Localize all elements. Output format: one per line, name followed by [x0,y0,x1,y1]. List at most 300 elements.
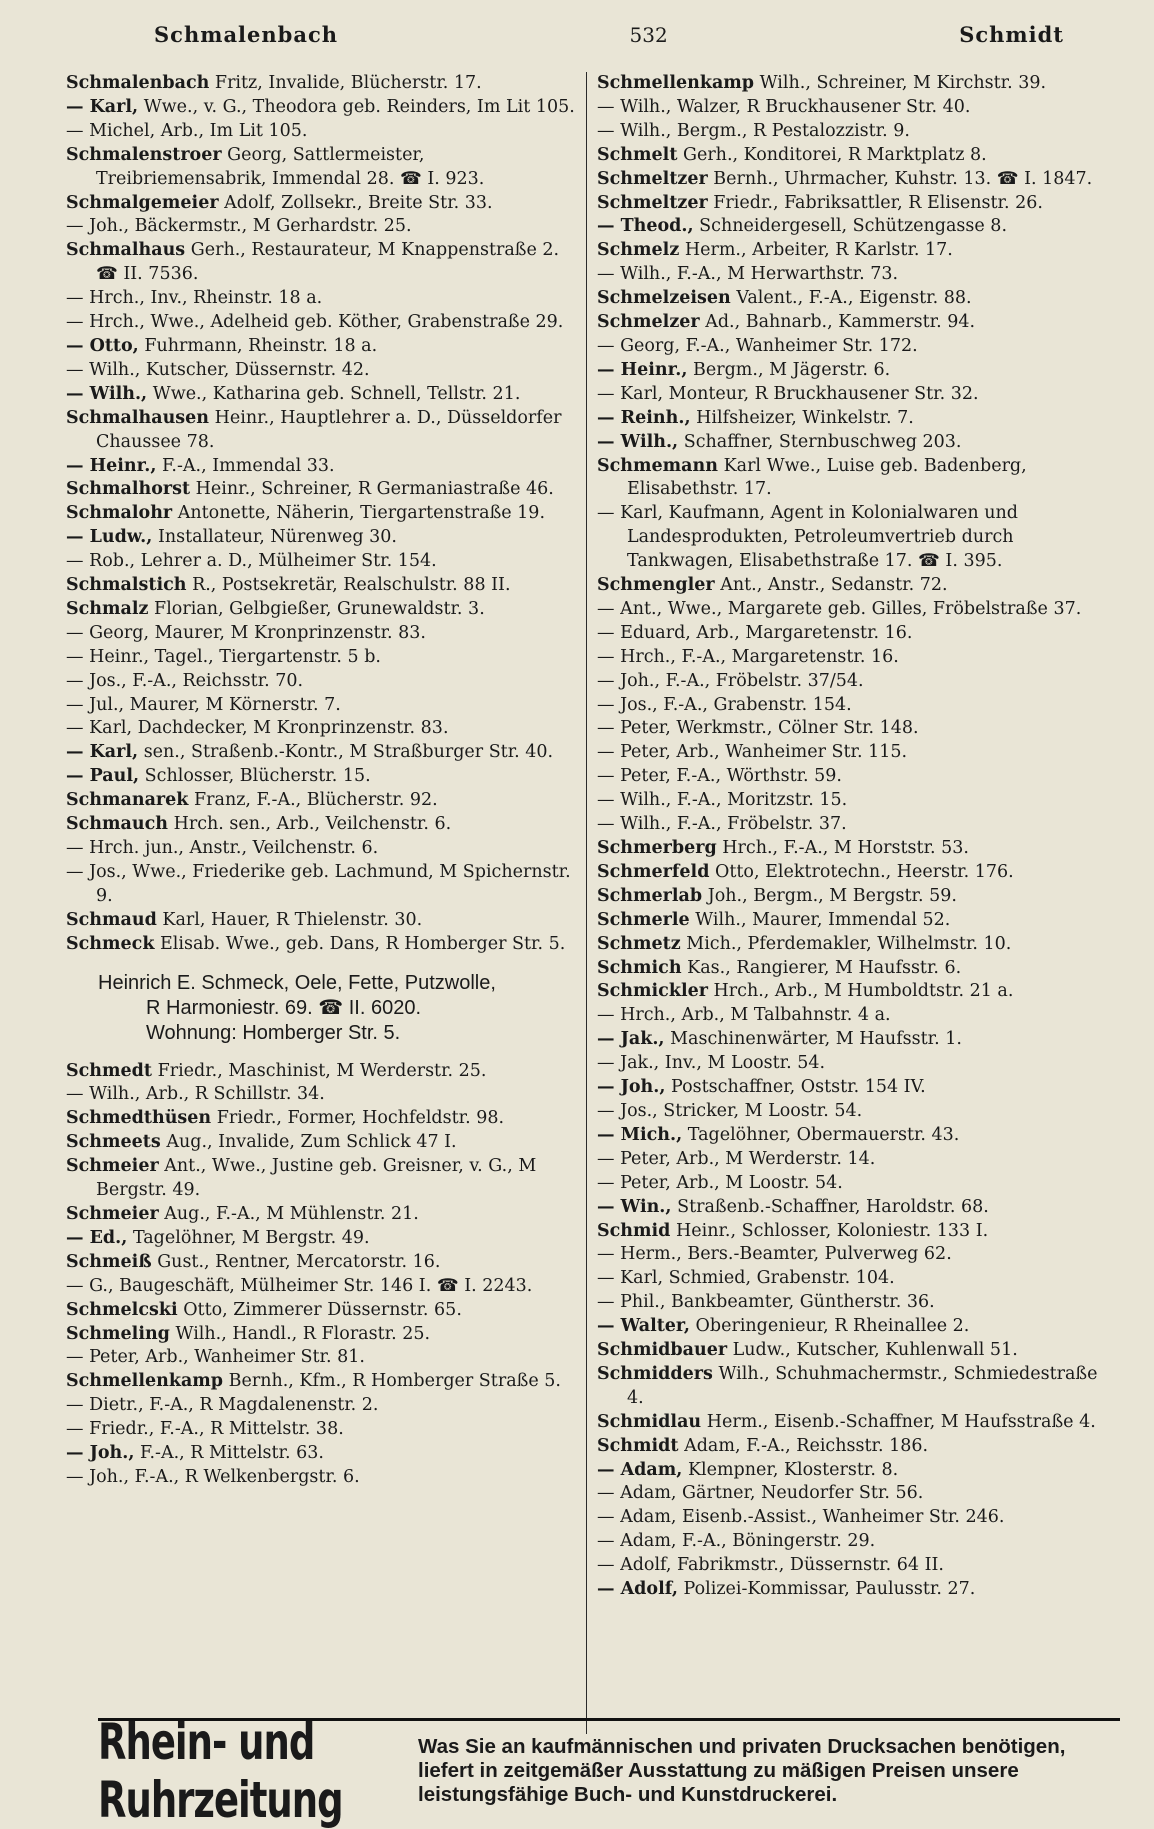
entry-surname: Schmetz [597,933,681,954]
entry-details: — Karl, Kaufmann, Agent in Kolonialwaren und Landesprodukten, Petroleumvertrieb durch Tankwagen, Elisabethstraße 17. ☎ I. 395. [597,503,1018,572]
directory-entry [597,96,1106,120]
entry-surname: Schmickler [597,981,708,1002]
entry-surname: Schmelz [597,240,680,261]
entry-details: Bergm., M Jägerstr. 6. [693,359,891,380]
entry-details: — Georg, Maurer, M Kronprinzenstr. 83. [66,622,426,643]
ad-line-3: Wohnung: Homberger Str. 5. [146,1021,401,1044]
directory-entry [597,837,1106,861]
entry-details: — Adam, Gärtner, Neudorfer Str. 56. [597,1483,924,1504]
entry-details: Maschinenwärter, M Haufsstr. 1. [670,1029,962,1050]
entry-details: Herm., Eisenb.-Schaffner, M Haufsstraße 4. [706,1411,1096,1432]
entry-details: — Adolf, Fabrikmstr., Düssernstr. 64 II. [597,1555,944,1576]
entry-details: — Wilh., Walzer, R Bruckhausener Str. 40. [597,96,971,117]
entry-surname: — Paul, [66,766,140,787]
entry-details: — Jos., F.-A., Grabenstr. 154. [597,694,852,715]
entry-details: Straßenb.-Schaffner, Haroldstr. 68. [677,1196,989,1217]
entry-surname: Schmich [597,957,682,978]
entry-surname: Schmedt [66,1060,152,1081]
directory-entry [597,980,1106,1004]
entry-details: — Friedr., F.-A., R Mittelstr. 38. [66,1419,344,1440]
entry-details: — Peter, Arb., Wanheimer Str. 115. [597,742,908,763]
directory-entry [597,1291,1106,1315]
directory-entry [597,239,1106,263]
entry-surname: Schmalhaus [66,240,186,261]
directory-entry [597,1220,1106,1244]
directory-entry [597,694,1106,718]
directory-entry [66,933,578,957]
directory-entry [66,670,578,694]
entry-details: Adam, F.-A., Reichsstr. 186. [684,1435,929,1456]
page-header [66,22,1114,72]
entry-surname: Schmengler [597,575,715,596]
entry-surname: — Ludw., [66,527,153,548]
schmeck-advertisement [66,957,578,1060]
entry-details: Heinr., Schlosser, Koloniestr. 133 I. [676,1220,989,1241]
directory-entry [597,861,1106,885]
directory-entry [597,741,1106,765]
directory-entry [597,335,1106,359]
right-entries [597,72,1106,1602]
entry-details: R., Postsekretär, Realschulstr. 88 II. [192,575,511,596]
entry-details: — Peter, Arb., M Loostr. 54. [597,1172,843,1193]
directory-entry [597,717,1106,741]
directory-entry [597,1052,1106,1076]
directory-entry [597,383,1106,407]
entry-details: — Peter, Arb., M Werderstr. 14. [597,1148,876,1169]
entry-surname: Schmidlau [597,1411,702,1432]
entry-details: Friedr., Maschinist, M Werderstr. 25. [157,1060,487,1081]
directory-entry [66,1107,578,1131]
entry-details: F.-A., R Mittelstr. 63. [140,1443,324,1464]
printing-slogan: Was Sie an kaufmännischen und privaten Drucksachen benötigen, liefert in zeitgemäßer Ausstattung zu mäßigen Preisen unsere leistungsfähige Buch- und Kunstdruckerei. [418,1735,1066,1806]
entry-surname: — Theod., [597,216,694,237]
entry-surname: — Heinr., [66,455,157,476]
directory-entry [597,622,1106,646]
directory-entry [66,598,578,622]
directory-entry [66,120,578,144]
entry-surname: Schmeier [66,1156,159,1177]
directory-entry [66,526,578,550]
entry-details: — Joh., F.-A., Fröbelstr. 37/54. [597,670,864,691]
directory-entry [597,263,1106,287]
entry-details: Antonette, Näherin, Tiergartenstraße 19. [177,503,546,524]
advertisement-banner [98,1712,1120,1829]
directory-entry [597,1482,1106,1506]
directory-entry [597,1459,1106,1483]
entry-details: Herm., Arbeiter, R Karlstr. 17. [684,240,953,261]
entry-surname: Schmelt [597,144,678,165]
entry-surname: — Heinr., [597,359,688,380]
entry-details: Polizei-Kommissar, Paulusstr. 27. [683,1579,976,1600]
entry-details: — Hrch., Arb., M Talbahnstr. 4 a. [597,1005,891,1026]
directory-entry [66,72,578,96]
directory-entry [66,717,578,741]
entry-details: Hrch., Arb., M Humboldtstr. 21 a. [713,981,1014,1002]
newspaper-brand: Rhein- und Ruhrzeitung [98,1712,343,1829]
entry-details: Schneidergesell, Schützengasse 8. [699,216,1008,237]
entry-details: Ant., Anstr., Sedanstr. 72. [720,575,948,596]
entry-details: — Jak., Inv., M Loostr. 54. [597,1053,826,1074]
entry-details: Wilh., Schuhmachermstr., Schmiedestraße 4. [627,1363,1098,1408]
directory-entry [597,502,1106,574]
directory-entry [597,1028,1106,1052]
directory-entry [66,1394,578,1418]
directory-entry [66,1227,578,1251]
directory-entry [66,1466,578,1490]
entry-surname: — Mich., [597,1124,683,1145]
entry-surname: Schmanarek [66,790,189,811]
directory-entry [597,287,1106,311]
directory-entry [66,741,578,765]
entry-surname: Schmalgemeier [66,192,219,213]
entry-details: — Hrch., Inv., Rheinstr. 18 a. [66,288,323,309]
entry-details: — Georg, F.-A., Wanheimer Str. 172. [597,335,918,356]
entry-surname: Schmaud [66,909,157,930]
directory-entry [66,455,578,479]
directory-entry [597,813,1106,837]
entry-surname: — Adolf, [597,1579,678,1600]
entry-surname: Schmelzeisen [597,288,731,309]
entry-surname: Schmerfeld [597,861,710,882]
entry-surname: Schmalz [66,598,149,619]
entry-surname: Schmalhorst [66,479,191,500]
directory-entry [597,455,1106,503]
directory-entry [66,1083,578,1107]
entry-details: — Dietr., F.-A., R Magdalenenstr. 2. [66,1395,379,1416]
entry-details: — Jos., Stricker, M Loostr. 54. [597,1100,863,1121]
entry-details: Hrch., F.-A., M Horststr. 53. [722,838,969,858]
entry-surname: Schmeck [66,933,155,954]
directory-entry [597,598,1106,622]
entry-details: Klempner, Klosterstr. 8. [687,1459,899,1480]
entry-details: Heinr., Schreiner, R Germaniastraße 46. [195,479,554,500]
directory-entry [597,1315,1106,1339]
directory-entry [66,215,578,239]
directory-entry [66,192,578,216]
entry-details: — Heinr., Tagel., Tiergartenstr. 5 b. [66,646,381,667]
directory-entry [66,1155,578,1203]
directory-entry [66,407,578,455]
directory-entry [597,1339,1106,1363]
entry-details: — Peter, F.-A., Wörthstr. 59. [597,766,842,787]
directory-entry [66,1323,578,1347]
directory-entry [66,478,578,502]
entry-details: Friedr., Fabriksattler, R Elisenstr. 26. [713,192,1043,213]
left-entries [66,72,578,957]
ad-line-2: R Harmoniestr. 69. ☎ II. 6020. [146,996,422,1019]
directory-entry [597,1148,1106,1172]
entry-details: — Adam, F.-A., Böningerstr. 29. [597,1531,876,1552]
directory-entry [597,1124,1106,1148]
entry-surname: Schmerlab [597,885,703,906]
ad-line-1: Heinrich E. Schmeck, Oele, Fette, Putzwolle, [98,971,496,994]
entry-details: Schlosser, Blücherstr. 15. [144,766,371,787]
entry-details: F.-A., Immendal 33. [162,455,335,476]
directory-entry [597,646,1106,670]
entry-details: — Joh., Bäckermstr., M Gerhardstr. 25. [66,216,412,237]
entry-surname: Schmalohr [66,503,173,524]
entry-surname: Schmid [597,1220,671,1241]
entry-details: — Karl, Dachdecker, M Kronprinzenstr. 83. [66,718,449,739]
entry-details: — Jos., Wwe., Friederike geb. Lachmund, M Spichernstr. 9. [66,861,571,906]
directory-entry [66,789,578,813]
directory-entry [66,96,578,120]
entry-details: — Karl, Monteur, R Bruckhausener Str. 32. [597,383,979,404]
columns [66,72,1114,1734]
directory-entry [66,765,578,789]
entry-details: — Hrch., F.-A., Margaretenstr. 16. [597,646,899,667]
directory-entry [597,1172,1106,1196]
entry-details: — Eduard, Arb., Margaretenstr. 16. [597,622,913,643]
directory-entry [597,1435,1106,1459]
entry-surname: — Otto, [66,335,139,356]
entry-surname: — Karl, [66,96,139,117]
directory-entry [66,1060,578,1084]
entry-surname: — Reinh., [597,407,691,428]
directory-entry [66,694,578,718]
directory-entry [66,837,578,861]
directory-entry [597,144,1106,168]
entry-details: Hrch. sen., Arb., Veilchenstr. 6. [173,814,452,835]
entry-details: — Michel, Arb., Im Lit 105. [66,120,308,141]
entry-details: — Jos., F.-A., Reichsstr. 70. [66,670,304,691]
directory-entry [66,311,578,335]
directory-entry [597,311,1106,335]
entry-surname: — Karl, [66,742,139,763]
directory-entry [66,502,578,526]
directory-entry [597,168,1106,192]
entry-details: Kas., Rangierer, M Haufsstr. 6. [687,957,962,978]
entry-details: — Hrch., Wwe., Adelheid geb. Köther, Grabenstraße 29. [66,312,564,333]
directory-entry [597,215,1106,239]
entry-details: Heinr., Hauptlehrer a. D., Düsseldorfer Chaussee 78. [96,407,562,452]
directory-entry [597,765,1106,789]
directory-entry [597,1004,1106,1028]
right-column [586,72,1106,1734]
entry-surname: — Joh., [66,1443,135,1464]
entry-surname: Schmeltzer [597,192,708,213]
header-left-headword: Schmalenbach [154,22,338,47]
entry-details: Georg, Sattlermeister, Treibriemensabrik, Immendal 28. ☎ I. 923. [96,144,485,189]
directory-entry [597,885,1106,909]
directory-entry [66,359,578,383]
directory-entry [66,813,578,837]
entry-details: — Karl, Schmied, Grabenstr. 104. [597,1268,895,1289]
directory-entry [66,287,578,311]
directory-entry [597,670,1106,694]
entry-surname: Schmemann [597,455,718,476]
entry-details: — Rob., Lehrer a. D., Mülheimer Str. 154. [66,551,437,572]
entry-surname: — Wilh., [66,383,148,404]
directory-entry [597,1363,1106,1411]
entry-details: — Peter, Werkmstr., Cölner Str. 148. [597,718,919,739]
entry-details: Adolf, Zollsekr., Breite Str. 33. [224,192,493,213]
directory-entry [66,622,578,646]
directory-entry [597,1243,1106,1267]
entry-surname: Schmidt [597,1435,679,1456]
entry-details: Mich., Pferdemakler, Wilhelmstr. 10. [686,933,1012,954]
entry-surname: Schmidbauer [597,1340,728,1361]
directory-entry [66,1131,578,1155]
entry-surname: — Wilh., [597,431,679,452]
entry-details: — Phil., Bankbeamter, Güntherstr. 36. [597,1292,935,1313]
entry-surname: — Win., [597,1196,672,1217]
directory-entry [66,909,578,933]
entry-details: — Joh., F.-A., R Welkenbergstr. 6. [66,1466,360,1487]
directory-entry [597,431,1106,455]
entry-surname: — Ed., [66,1227,128,1248]
entry-details: Bernh., Uhrmacher, Kuhstr. 13. ☎ I. 1847. [713,168,1093,189]
directory-entry [66,1346,578,1370]
entry-surname: Schmalenstroer [66,144,222,165]
entry-surname: Schmeier [66,1203,159,1224]
entry-details: — Adam, Eisenb.-Assist., Wanheimer Str. 246. [597,1507,1005,1528]
entry-details: Florian, Gelbgießer, Grunewaldstr. 3. [154,598,485,619]
entry-surname: — Jak., [597,1029,665,1050]
entry-details: Elisab. Wwe., geb. Dans, R Homberger Str. 5. [160,933,566,954]
entry-details: — Peter, Arb., Wanheimer Str. 81. [66,1347,365,1368]
directory-entry [597,1411,1106,1435]
entry-details: Postschaffner, Oststr. 154 IV. [671,1077,926,1098]
directory-entry [66,574,578,598]
entry-details: sen., Straßenb.-Kontr., M Straßburger Str. 40. [143,742,554,763]
directory-entry [597,1267,1106,1291]
entry-surname: Schmelzer [597,312,700,333]
directory-entry [66,1442,578,1466]
directory-entry [66,1299,578,1323]
entry-details: Fuhrmann, Rheinstr. 18 a. [144,335,378,356]
directory-entry [597,1506,1106,1530]
entry-details: Bernh., Kfm., R Homberger Straße 5. [228,1371,561,1392]
directory-entry [597,359,1106,383]
left-entries-2 [66,1060,578,1490]
entry-details: Franz, F.-A., Blücherstr. 92. [194,790,438,811]
entry-surname: Schmalstich [66,575,187,596]
entry-details: — Jul., Maurer, M Körnerstr. 7. [66,694,341,715]
entry-surname: — Adam, [597,1459,683,1480]
entry-details: Gust., Rentner, Mercatorstr. 16. [157,1251,441,1272]
entry-details: — Wilh., F.-A., Moritzstr. 15. [597,790,848,811]
directory-entry [66,1370,578,1394]
entry-surname: — Walter, [597,1316,690,1337]
entry-details: Ad., Bahnarb., Kammerstr. 94. [705,312,976,333]
directory-entry [597,1100,1106,1124]
directory-entry [597,1530,1106,1554]
entry-details: Gerh., Konditorei, R Marktplatz 8. [682,144,987,165]
entry-details: — Ant., Wwe., Margarete geb. Gilles, Fröbelstraße 37. [597,598,1082,619]
entry-details: Aug., F.-A., M Mühlenstr. 21. [164,1203,419,1224]
entry-surname: Schmeiß [66,1251,152,1272]
entry-details: Tagelöhner, Obermauerstr. 43. [687,1124,960,1145]
left-column [66,72,586,1734]
directory-entry [66,1418,578,1442]
entry-details: — Herm., Bers.-Beamter, Pulverweg 62. [597,1244,952,1265]
entry-details: Wwe., Katharina geb. Schnell, Tellstr. 21. [152,383,521,404]
entry-details: Gerh., Restaurateur, M Knappenstraße 2. ☎ II. 7536. [96,240,560,285]
entry-details: Karl, Hauer, R Thielenstr. 30. [162,909,423,930]
entry-details: Schaffner, Sternbuschweg 203. [683,431,962,452]
entry-details: Wilh., Maurer, Immendal 52. [695,909,951,930]
entry-details: Oberingenieur, R Rheinallee 2. [695,1316,970,1337]
entry-surname: — Joh., [597,1077,666,1098]
directory-entry [66,383,578,407]
entry-details: — Wilh., Bergm., R Pestalozzistr. 9. [597,120,910,141]
entry-details: — Wilh., F.-A., Fröbelstr. 37. [597,814,847,835]
entry-surname: Schmauch [66,814,168,835]
entry-details: Installateur, Nürenweg 30. [157,527,397,548]
directory-entry [66,335,578,359]
entry-details: Otto, Zimmerer Düssernstr. 65. [183,1299,462,1320]
entry-details: Hilfsheizer, Winkelstr. 7. [696,407,914,428]
directory-entry [66,861,578,909]
entry-surname: Schmellenkamp [66,1371,224,1392]
directory-entry [66,239,578,287]
entry-surname: Schmerle [597,909,690,930]
directory-entry [597,909,1106,933]
directory-entry [597,1578,1106,1602]
directory-entry [597,574,1106,598]
entry-details: Ant., Wwe., Justine geb. Greisner, v. G., M Bergstr. 49. [96,1156,537,1201]
entry-details: Joh., Bergm., M Bergstr. 59. [707,885,957,906]
directory-entry [597,192,1106,216]
entry-details: Tagelöhner, M Bergstr. 49. [132,1227,370,1248]
entry-surname: Schmeltzer [597,168,708,189]
entry-details: — Wilh., Arb., R Schillstr. 34. [66,1084,325,1105]
entry-details: — Hrch. jun., Anstr., Veilchenstr. 6. [66,838,379,858]
entry-details: Otto, Elektrotechn., Heerstr. 176. [715,861,1014,882]
entry-surname: Schmedthüsen [66,1108,212,1129]
directory-entry [597,1196,1106,1220]
directory-entry [597,933,1106,957]
directory-entry [597,957,1106,981]
directory-entry [66,1275,578,1299]
entry-details: Valent., F.-A., Eigenstr. 88. [736,288,972,309]
entry-details: Wwe., v. G., Theodora geb. Reinders, Im Lit 105. [143,96,575,117]
directory-entry [597,1554,1106,1578]
entry-surname: Schmeling [66,1323,170,1344]
entry-details: Friedr., Former, Hochfeldstr. 98. [216,1108,505,1129]
directory-entry [66,1203,578,1227]
entry-details: — Wilh., F.-A., M Herwarthstr. 73. [597,264,899,285]
entry-surname: Schmidders [597,1363,713,1384]
entry-details: Wilh., Schreiner, M Kirchstr. 39. [759,73,1047,93]
entry-details: — G., Baugeschäft, Mülheimer Str. 146 I. ☎ I. 2243. [66,1275,533,1296]
directory-entry [597,407,1106,431]
entry-details: Wilh., Handl., R Florastr. 25. [175,1323,431,1344]
header-right-headword: Schmidt [959,22,1064,47]
directory-entry [66,144,578,192]
entry-surname: Schmeets [66,1132,161,1153]
entry-details: Karl Wwe., Luise geb. Badenberg, Elisabethstr. 17. [627,455,1027,500]
entry-details: Aug., Invalide, Zum Schlick 47 I. [166,1132,457,1153]
directory-entry [66,1251,578,1275]
entry-surname: Schmellenkamp [597,73,755,93]
entry-details: Fritz, Invalide, Blücherstr. 17. [214,73,482,93]
entry-surname: Schmalenbach [66,73,210,93]
directory-entry [597,789,1106,813]
directory-entry [66,646,578,670]
directory-entry [66,550,578,574]
page-number: 532 [629,23,668,47]
entry-surname: Schmelcski [66,1299,178,1320]
directory-entry [597,72,1106,96]
entry-details: — Wilh., Kutscher, Düssernstr. 42. [66,359,370,380]
directory-entry [597,1076,1106,1100]
entry-details: Ludw., Kutscher, Kuhlenwall 51. [732,1340,1018,1361]
entry-surname: Schmerberg [597,838,717,858]
directory-entry [597,120,1106,144]
entry-surname: Schmalhausen [66,407,210,428]
